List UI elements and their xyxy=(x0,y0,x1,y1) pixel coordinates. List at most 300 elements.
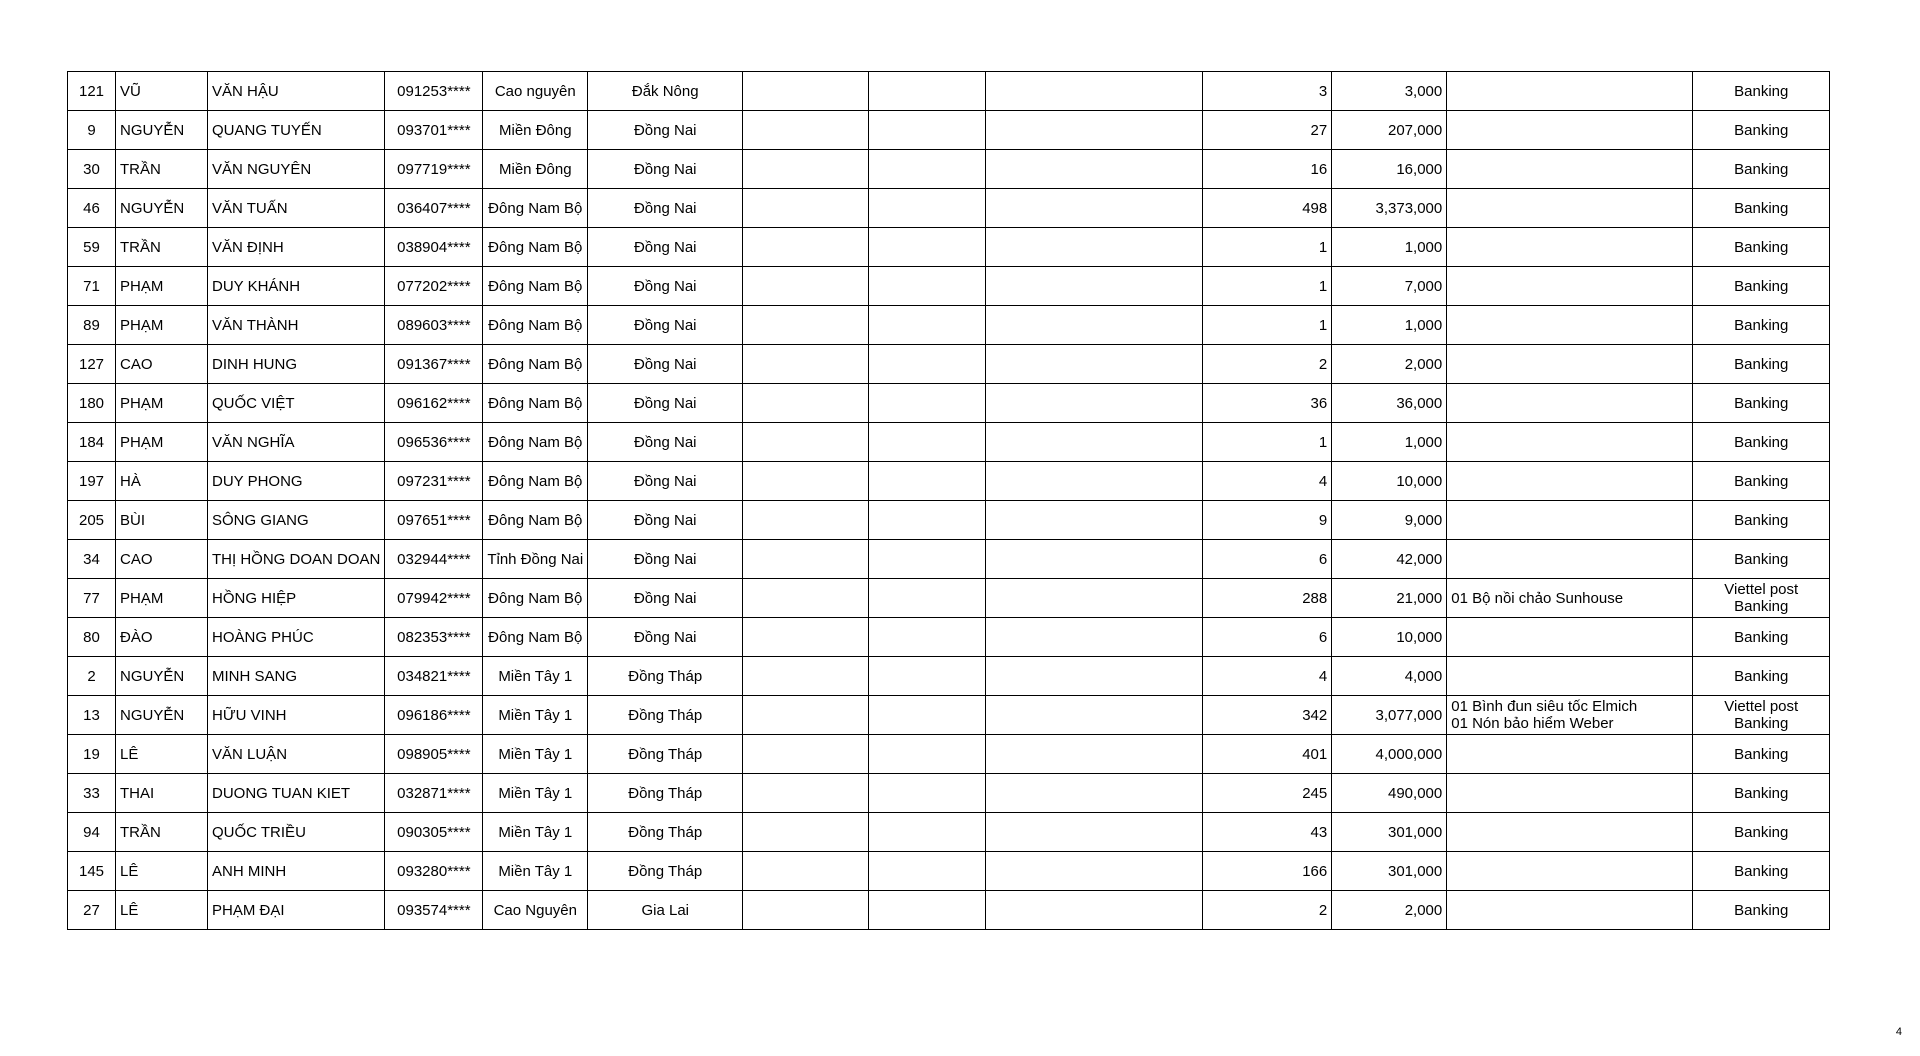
cell-phone: 096186**** xyxy=(385,696,483,735)
cell-empty xyxy=(743,150,869,189)
cell-amount: 4,000 xyxy=(1332,657,1447,696)
cell-region: Đông Nam Bộ xyxy=(483,384,588,423)
cell-phone: 079942**** xyxy=(385,579,483,618)
table-row xyxy=(68,306,1830,345)
cell-province: Gia Lai xyxy=(588,891,743,930)
cell-no: 46 xyxy=(68,189,116,228)
cell-last-name: VŨ xyxy=(116,72,208,111)
cell-province: Đồng Tháp xyxy=(588,813,743,852)
cell-amount: 9,000 xyxy=(1332,501,1447,540)
cell-phone: 036407**** xyxy=(385,189,483,228)
cell-empty xyxy=(986,267,1203,306)
cell-no: 27 xyxy=(68,891,116,930)
cell-first-name: HOÀNG PHÚC xyxy=(208,618,385,657)
cell-region: Đông Nam Bộ xyxy=(483,345,588,384)
cell-empty xyxy=(743,657,869,696)
cell-first-name: PHẠM ĐẠI xyxy=(208,891,385,930)
cell-quantity: 4 xyxy=(1203,657,1332,696)
cell-quantity: 342 xyxy=(1203,696,1332,735)
cell-method: Banking xyxy=(1693,813,1830,852)
cell-first-name: VĂN LUẬN xyxy=(208,735,385,774)
cell-method: Banking xyxy=(1693,111,1830,150)
cell-no: 205 xyxy=(68,501,116,540)
table-row xyxy=(68,813,1830,852)
cell-gift xyxy=(1447,150,1693,189)
table-row xyxy=(68,345,1830,384)
cell-gift xyxy=(1447,735,1693,774)
page-number: 4 xyxy=(1895,1026,1902,1038)
cell-empty xyxy=(986,813,1203,852)
cell-method: Viettel post Banking xyxy=(1693,579,1830,618)
cell-gift xyxy=(1447,618,1693,657)
cell-phone: 096162**** xyxy=(385,384,483,423)
cell-empty xyxy=(869,657,986,696)
cell-no: 180 xyxy=(68,384,116,423)
cell-empty xyxy=(869,306,986,345)
cell-phone: 032944**** xyxy=(385,540,483,579)
cell-method: Banking xyxy=(1693,189,1830,228)
cell-last-name: LÊ xyxy=(116,891,208,930)
cell-quantity: 288 xyxy=(1203,579,1332,618)
cell-region: Đông Nam Bộ xyxy=(483,228,588,267)
table-row xyxy=(68,462,1830,501)
cell-amount: 3,373,000 xyxy=(1332,189,1447,228)
cell-gift xyxy=(1447,345,1693,384)
cell-first-name: QUỐC TRIỀU xyxy=(208,813,385,852)
cell-no: 9 xyxy=(68,111,116,150)
cell-province: Đồng Nai xyxy=(588,111,743,150)
winners-table xyxy=(67,71,1830,930)
cell-region: Cao Nguyên xyxy=(483,891,588,930)
cell-first-name: VĂN NGUYÊN xyxy=(208,150,385,189)
cell-gift: 01 Bộ nồi chảo Sunhouse xyxy=(1447,579,1693,618)
cell-empty xyxy=(986,852,1203,891)
cell-province: Đồng Nai xyxy=(588,423,743,462)
cell-province: Đồng Nai xyxy=(588,462,743,501)
cell-empty xyxy=(869,72,986,111)
cell-quantity: 166 xyxy=(1203,852,1332,891)
cell-first-name: VĂN ĐỊNH xyxy=(208,228,385,267)
cell-empty xyxy=(986,111,1203,150)
cell-empty xyxy=(743,423,869,462)
cell-province: Đồng Nai xyxy=(588,540,743,579)
cell-gift xyxy=(1447,267,1693,306)
cell-province: Đồng Tháp xyxy=(588,774,743,813)
cell-amount: 36,000 xyxy=(1332,384,1447,423)
table-row xyxy=(68,852,1830,891)
cell-gift xyxy=(1447,306,1693,345)
cell-empty xyxy=(986,540,1203,579)
cell-gift xyxy=(1447,813,1693,852)
cell-empty xyxy=(743,501,869,540)
cell-method: Banking xyxy=(1693,228,1830,267)
cell-amount: 1,000 xyxy=(1332,306,1447,345)
cell-region: Đông Nam Bộ xyxy=(483,423,588,462)
cell-province: Đồng Nai xyxy=(588,345,743,384)
cell-no: 127 xyxy=(68,345,116,384)
cell-last-name: TRẦN xyxy=(116,228,208,267)
cell-method: Banking xyxy=(1693,384,1830,423)
cell-quantity: 43 xyxy=(1203,813,1332,852)
cell-method: Banking xyxy=(1693,774,1830,813)
cell-method: Viettel post Banking xyxy=(1693,696,1830,735)
cell-empty xyxy=(743,696,869,735)
cell-empty xyxy=(743,813,869,852)
cell-last-name: TRẦN xyxy=(116,813,208,852)
cell-empty xyxy=(986,891,1203,930)
cell-empty xyxy=(869,345,986,384)
cell-no: 184 xyxy=(68,423,116,462)
cell-empty xyxy=(869,423,986,462)
cell-phone: 097719**** xyxy=(385,150,483,189)
table-row xyxy=(68,423,1830,462)
cell-no: 77 xyxy=(68,579,116,618)
cell-method: Banking xyxy=(1693,150,1830,189)
cell-amount: 301,000 xyxy=(1332,813,1447,852)
table-row xyxy=(68,267,1830,306)
cell-quantity: 4 xyxy=(1203,462,1332,501)
cell-empty xyxy=(743,384,869,423)
cell-empty xyxy=(986,657,1203,696)
cell-region: Miền Tây 1 xyxy=(483,852,588,891)
cell-gift xyxy=(1447,189,1693,228)
cell-empty xyxy=(986,462,1203,501)
cell-empty xyxy=(869,618,986,657)
cell-amount: 16,000 xyxy=(1332,150,1447,189)
cell-phone: 096536**** xyxy=(385,423,483,462)
cell-empty xyxy=(986,228,1203,267)
cell-empty xyxy=(869,267,986,306)
cell-empty xyxy=(986,501,1203,540)
cell-no: 121 xyxy=(68,72,116,111)
cell-phone: 093701**** xyxy=(385,111,483,150)
cell-region: Miền Đông xyxy=(483,111,588,150)
cell-quantity: 1 xyxy=(1203,306,1332,345)
cell-quantity: 9 xyxy=(1203,501,1332,540)
cell-gift xyxy=(1447,423,1693,462)
cell-amount: 10,000 xyxy=(1332,462,1447,501)
cell-no: 89 xyxy=(68,306,116,345)
cell-empty xyxy=(743,189,869,228)
cell-no: 71 xyxy=(68,267,116,306)
cell-amount: 3,077,000 xyxy=(1332,696,1447,735)
cell-method: Banking xyxy=(1693,852,1830,891)
cell-region: Đông Nam Bộ xyxy=(483,579,588,618)
table-row xyxy=(68,72,1830,111)
cell-phone: 097231**** xyxy=(385,462,483,501)
cell-no: 145 xyxy=(68,852,116,891)
cell-empty xyxy=(743,228,869,267)
cell-gift xyxy=(1447,462,1693,501)
cell-empty xyxy=(986,618,1203,657)
cell-empty xyxy=(869,501,986,540)
cell-empty xyxy=(986,735,1203,774)
cell-amount: 490,000 xyxy=(1332,774,1447,813)
cell-no: 30 xyxy=(68,150,116,189)
table-row xyxy=(68,150,1830,189)
cell-empty xyxy=(986,384,1203,423)
cell-empty xyxy=(986,189,1203,228)
cell-phone: 091367**** xyxy=(385,345,483,384)
cell-phone: 093280**** xyxy=(385,852,483,891)
table-row xyxy=(68,774,1830,813)
cell-region: Đông Nam Bộ xyxy=(483,462,588,501)
cell-province: Đắk Nông xyxy=(588,72,743,111)
cell-empty xyxy=(869,462,986,501)
cell-no: 80 xyxy=(68,618,116,657)
table-body xyxy=(68,72,1830,930)
cell-last-name: NGUYỄN xyxy=(116,657,208,696)
cell-last-name: BÙI xyxy=(116,501,208,540)
cell-first-name: HỒNG HIỆP xyxy=(208,579,385,618)
cell-province: Đồng Nai xyxy=(588,228,743,267)
cell-last-name: THAI xyxy=(116,774,208,813)
cell-first-name: THỊ HỒNG DOAN DOAN xyxy=(208,540,385,579)
cell-no: 59 xyxy=(68,228,116,267)
cell-empty xyxy=(743,618,869,657)
cell-method: Banking xyxy=(1693,462,1830,501)
cell-first-name: VĂN HẬU xyxy=(208,72,385,111)
cell-first-name: QUỐC VIỆT xyxy=(208,384,385,423)
cell-first-name: SÔNG GIANG xyxy=(208,501,385,540)
cell-last-name: CAO xyxy=(116,345,208,384)
cell-first-name: VĂN TUẤN xyxy=(208,189,385,228)
cell-method: Banking xyxy=(1693,345,1830,384)
cell-phone: 089603**** xyxy=(385,306,483,345)
cell-gift xyxy=(1447,540,1693,579)
cell-empty xyxy=(869,735,986,774)
cell-empty xyxy=(743,735,869,774)
cell-gift xyxy=(1447,384,1693,423)
cell-quantity: 16 xyxy=(1203,150,1332,189)
table-row xyxy=(68,618,1830,657)
cell-quantity: 2 xyxy=(1203,345,1332,384)
cell-empty xyxy=(743,462,869,501)
cell-empty xyxy=(869,111,986,150)
cell-no: 197 xyxy=(68,462,116,501)
cell-first-name: QUANG TUYẾN xyxy=(208,111,385,150)
cell-province: Đồng Nai xyxy=(588,618,743,657)
cell-phone: 097651**** xyxy=(385,501,483,540)
table-row xyxy=(68,579,1830,618)
cell-amount: 207,000 xyxy=(1332,111,1447,150)
cell-empty xyxy=(986,423,1203,462)
cell-region: Đông Nam Bộ xyxy=(483,618,588,657)
cell-quantity: 1 xyxy=(1203,423,1332,462)
table-row xyxy=(68,696,1830,735)
cell-amount: 4,000,000 xyxy=(1332,735,1447,774)
table-row xyxy=(68,189,1830,228)
cell-first-name: DUY KHÁNH xyxy=(208,267,385,306)
cell-region: Cao nguyên xyxy=(483,72,588,111)
cell-empty xyxy=(986,72,1203,111)
cell-last-name: LÊ xyxy=(116,735,208,774)
cell-quantity: 36 xyxy=(1203,384,1332,423)
cell-province: Đồng Nai xyxy=(588,579,743,618)
cell-empty xyxy=(986,345,1203,384)
table-row xyxy=(68,501,1830,540)
cell-province: Đồng Nai xyxy=(588,267,743,306)
cell-region: Miền Tây 1 xyxy=(483,696,588,735)
cell-first-name: MINH SANG xyxy=(208,657,385,696)
cell-empty xyxy=(986,150,1203,189)
cell-phone: 091253**** xyxy=(385,72,483,111)
cell-phone: 098905**** xyxy=(385,735,483,774)
cell-province: Đồng Nai xyxy=(588,189,743,228)
cell-gift xyxy=(1447,774,1693,813)
table-row xyxy=(68,657,1830,696)
cell-method: Banking xyxy=(1693,618,1830,657)
cell-gift xyxy=(1447,501,1693,540)
cell-no: 2 xyxy=(68,657,116,696)
cell-region: Tỉnh Đồng Nai xyxy=(483,540,588,579)
cell-region: Miền Tây 1 xyxy=(483,657,588,696)
cell-region: Đông Nam Bộ xyxy=(483,306,588,345)
cell-gift xyxy=(1447,891,1693,930)
cell-method: Banking xyxy=(1693,735,1830,774)
cell-province: Đồng Nai xyxy=(588,306,743,345)
cell-method: Banking xyxy=(1693,891,1830,930)
cell-quantity: 1 xyxy=(1203,228,1332,267)
cell-province: Đồng Tháp xyxy=(588,735,743,774)
cell-last-name: TRẦN xyxy=(116,150,208,189)
cell-empty xyxy=(986,696,1203,735)
cell-amount: 21,000 xyxy=(1332,579,1447,618)
cell-quantity: 2 xyxy=(1203,891,1332,930)
cell-first-name: DUY PHONG xyxy=(208,462,385,501)
cell-empty xyxy=(743,774,869,813)
cell-quantity: 27 xyxy=(1203,111,1332,150)
cell-province: Đồng Nai xyxy=(588,150,743,189)
cell-province: Đồng Tháp xyxy=(588,852,743,891)
cell-quantity: 3 xyxy=(1203,72,1332,111)
cell-gift: 01 Bình đun siêu tốc Elmich 01 Nón bảo hiểm Weber xyxy=(1447,696,1693,735)
cell-province: Đồng Tháp xyxy=(588,657,743,696)
cell-method: Banking xyxy=(1693,501,1830,540)
cell-empty xyxy=(743,72,869,111)
cell-phone: 093574**** xyxy=(385,891,483,930)
cell-province: Đồng Nai xyxy=(588,384,743,423)
cell-region: Đông Nam Bộ xyxy=(483,267,588,306)
cell-last-name: PHẠM xyxy=(116,579,208,618)
cell-empty xyxy=(869,774,986,813)
cell-last-name: PHẠM xyxy=(116,306,208,345)
cell-quantity: 6 xyxy=(1203,618,1332,657)
cell-last-name: CAO xyxy=(116,540,208,579)
table-row xyxy=(68,111,1830,150)
cell-last-name: HÀ xyxy=(116,462,208,501)
cell-gift xyxy=(1447,852,1693,891)
cell-amount: 301,000 xyxy=(1332,852,1447,891)
cell-no: 94 xyxy=(68,813,116,852)
cell-first-name: DINH HUNG xyxy=(208,345,385,384)
cell-empty xyxy=(869,852,986,891)
cell-last-name: PHẠM xyxy=(116,384,208,423)
cell-no: 13 xyxy=(68,696,116,735)
cell-phone: 038904**** xyxy=(385,228,483,267)
cell-region: Đông Nam Bộ xyxy=(483,501,588,540)
cell-quantity: 1 xyxy=(1203,267,1332,306)
table-row xyxy=(68,384,1830,423)
cell-region: Đông Nam Bộ xyxy=(483,189,588,228)
cell-province: Đồng Tháp xyxy=(588,696,743,735)
table-row xyxy=(68,540,1830,579)
cell-quantity: 6 xyxy=(1203,540,1332,579)
cell-empty xyxy=(869,384,986,423)
cell-amount: 3,000 xyxy=(1332,72,1447,111)
cell-last-name: NGUYỄN xyxy=(116,189,208,228)
cell-phone: 077202**** xyxy=(385,267,483,306)
cell-phone: 032871**** xyxy=(385,774,483,813)
cell-last-name: PHẠM xyxy=(116,423,208,462)
cell-empty xyxy=(743,891,869,930)
cell-gift xyxy=(1447,228,1693,267)
cell-last-name: NGUYỄN xyxy=(116,696,208,735)
cell-first-name: VĂN THÀNH xyxy=(208,306,385,345)
cell-province: Đồng Nai xyxy=(588,501,743,540)
cell-quantity: 245 xyxy=(1203,774,1332,813)
cell-method: Banking xyxy=(1693,657,1830,696)
cell-empty xyxy=(869,540,986,579)
cell-gift xyxy=(1447,657,1693,696)
cell-last-name: NGUYỄN xyxy=(116,111,208,150)
cell-empty xyxy=(869,696,986,735)
cell-first-name: HỮU VINH xyxy=(208,696,385,735)
cell-no: 33 xyxy=(68,774,116,813)
cell-last-name: PHẠM xyxy=(116,267,208,306)
cell-empty xyxy=(869,891,986,930)
cell-region: Miền Tây 1 xyxy=(483,813,588,852)
cell-empty xyxy=(869,189,986,228)
cell-quantity: 498 xyxy=(1203,189,1332,228)
cell-amount: 2,000 xyxy=(1332,891,1447,930)
cell-gift xyxy=(1447,111,1693,150)
table-row xyxy=(68,735,1830,774)
cell-empty xyxy=(986,579,1203,618)
cell-first-name: DUONG TUAN KIET xyxy=(208,774,385,813)
cell-region: Miền Tây 1 xyxy=(483,774,588,813)
cell-empty xyxy=(869,150,986,189)
cell-phone: 082353**** xyxy=(385,618,483,657)
cell-method: Banking xyxy=(1693,267,1830,306)
cell-amount: 7,000 xyxy=(1332,267,1447,306)
cell-empty xyxy=(743,579,869,618)
table-row xyxy=(68,891,1830,930)
cell-method: Banking xyxy=(1693,306,1830,345)
cell-first-name: VĂN NGHĨA xyxy=(208,423,385,462)
cell-gift xyxy=(1447,72,1693,111)
cell-amount: 1,000 xyxy=(1332,228,1447,267)
cell-empty xyxy=(869,228,986,267)
cell-method: Banking xyxy=(1693,423,1830,462)
cell-method: Banking xyxy=(1693,72,1830,111)
cell-no: 19 xyxy=(68,735,116,774)
cell-empty xyxy=(743,267,869,306)
cell-empty xyxy=(743,540,869,579)
cell-empty xyxy=(743,345,869,384)
cell-empty xyxy=(743,111,869,150)
cell-amount: 42,000 xyxy=(1332,540,1447,579)
cell-empty xyxy=(869,813,986,852)
cell-empty xyxy=(869,579,986,618)
cell-method: Banking xyxy=(1693,540,1830,579)
cell-last-name: LÊ xyxy=(116,852,208,891)
cell-empty xyxy=(743,852,869,891)
cell-first-name: ANH MINH xyxy=(208,852,385,891)
cell-empty xyxy=(743,306,869,345)
cell-region: Miền Tây 1 xyxy=(483,735,588,774)
cell-phone: 034821**** xyxy=(385,657,483,696)
